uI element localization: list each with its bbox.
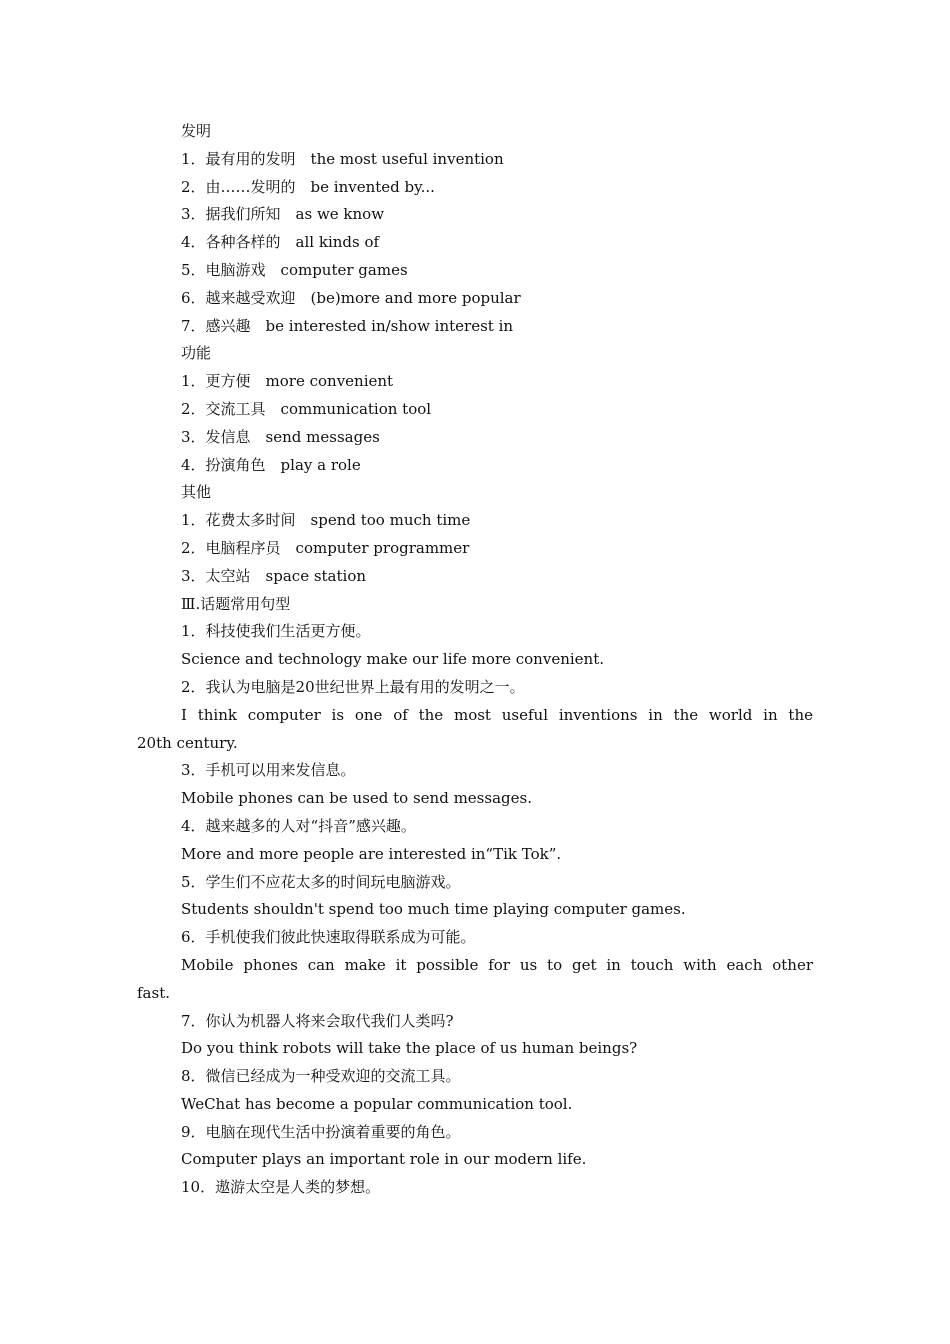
phrase-item: 4．扮演角色 play a role — [181, 455, 361, 474]
sentence-chinese: 6．手机使我们彼此快速取得联系成为可能。 — [181, 928, 476, 947]
phrase-item: 1．花费太多时间 spend too much time — [181, 511, 471, 530]
sentence-english: Mobile phones can be used to send messages. — [181, 789, 532, 808]
sentence-english: Science and technology make our life more convenient. — [181, 650, 604, 669]
sentence-english: Students shouldn't spend too much time playing computer games. — [181, 900, 686, 919]
phrase-item: 4．各种各样的 all kinds of — [181, 233, 380, 252]
sentence-english: WeChat has become a popular communication tool. — [181, 1094, 573, 1113]
section-heading-invention: 发明 — [181, 122, 212, 140]
phrase-item: 1．更方便 more convenient — [181, 372, 394, 391]
section-heading-function: 功能 — [181, 344, 212, 363]
phrase-item: 2．电脑程序员 computer programmer — [181, 538, 470, 557]
sentence-chinese: 4．越来越多的人对“抖音”感兴趣。 — [181, 816, 416, 835]
document-body — [137, 118, 813, 1202]
sentence-chinese: 9．电脑在现代生活中扮演着重要的角色。 — [181, 1122, 461, 1141]
phrase-item: 2．由……发明的 be invented by... — [181, 177, 435, 196]
phrase-item: 5．电脑游戏 computer games — [181, 260, 408, 279]
sentence-english: Mobile phones can make it possible for us to get in touch with each other — [181, 955, 813, 974]
sentence-english-continued: fast. — [137, 983, 170, 1002]
sentence-chinese: 3．手机可以用来发信息。 — [181, 761, 356, 780]
section-heading-sentences: Ⅲ.话题常用句型 — [181, 594, 291, 613]
phrase-item: 6．越来越受欢迎 (be)more and more popular — [181, 288, 521, 307]
sentence-chinese: 7．你认为机器人将来会取代我们人类吗? — [181, 1011, 454, 1030]
sentence-english: Computer plays an important role in our modern life. — [181, 1150, 587, 1169]
sentence-english-continued: 20th century. — [137, 733, 238, 752]
phrase-item: 3．太空站 space station — [181, 566, 367, 585]
sentence-chinese: 2．我认为电脑是20世纪世界上最有用的发明之一。 — [181, 677, 525, 696]
sentence-english: More and more people are interested in“Tik Tok”. — [181, 844, 562, 863]
phrase-item: 3．发信息 send messages — [181, 427, 380, 446]
phrase-item: 7．感兴趣 be interested in/show interest in — [181, 316, 514, 335]
sentence-english: I think computer is one of the most useful inventions in the world in the — [181, 705, 813, 724]
sentence-chinese: 5．学生们不应花太多的时间玩电脑游戏。 — [181, 872, 461, 891]
phrase-item: 3．据我们所知 as we know — [181, 205, 385, 224]
sentence-chinese: 10．遨游太空是人类的梦想。 — [181, 1178, 381, 1197]
sentence-english: Do you think robots will take the place of us human beings? — [181, 1039, 638, 1058]
sentence-chinese: 1．科技使我们生活更方便。 — [181, 622, 371, 641]
phrase-item: 1．最有用的发明 the most useful invention — [181, 149, 504, 168]
section-heading-other: 其他 — [181, 483, 212, 502]
sentence-chinese: 8．微信已经成为一种受欢迎的交流工具。 — [181, 1067, 461, 1086]
phrase-item: 2．交流工具 communication tool — [181, 399, 432, 418]
